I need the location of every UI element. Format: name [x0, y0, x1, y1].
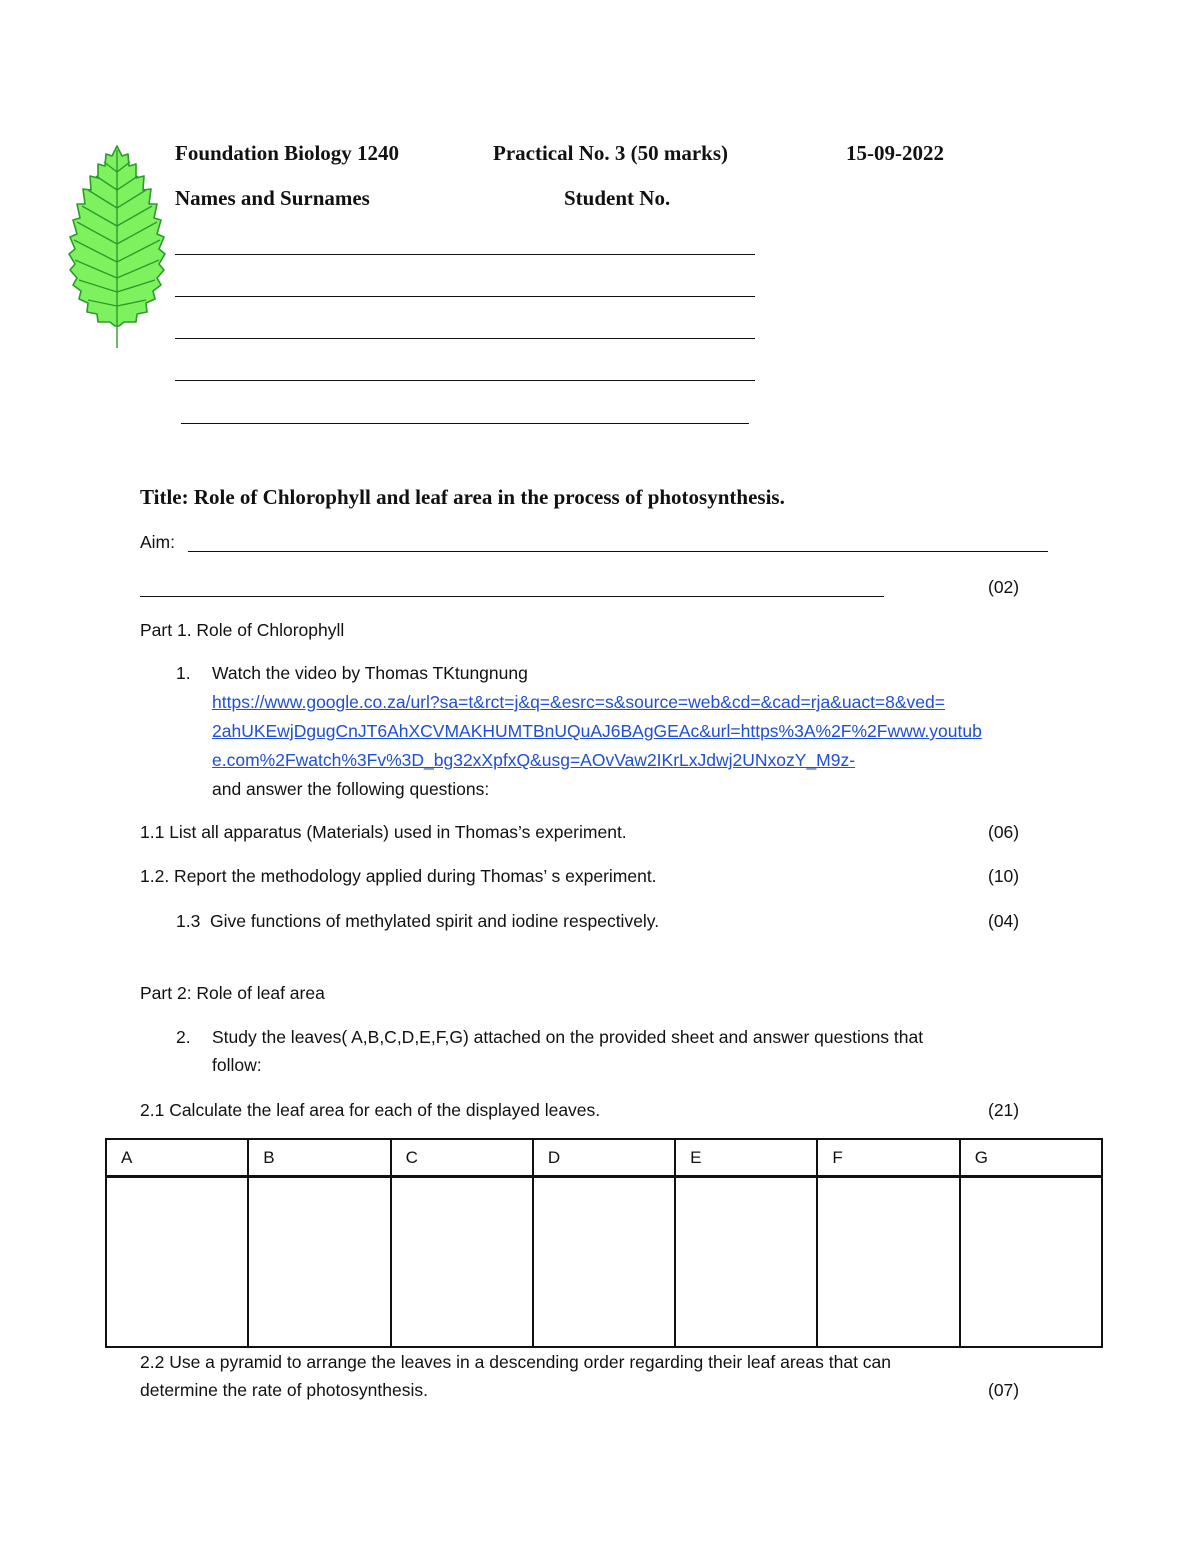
video-link-line-2[interactable]: 2ahUKEwjDgugCnJT6AhXCVMAKHUMTBnUQuAJ6BAgGEAc&url=https%3A%2F%2Fwww.youtub	[212, 721, 982, 741]
name-line-4[interactable]	[175, 380, 755, 381]
question-1-3: 1.3 Give functions of methylated spirit and iodine respectively.	[176, 911, 660, 931]
table-header-cell: A	[106, 1139, 248, 1177]
question-1-1: 1.1 List all apparatus (Materials) used in Thomas’s experiment.	[140, 822, 627, 842]
name-line-1[interactable]	[175, 254, 755, 255]
part1-item-text: Watch the video by Thomas TKtungnung	[212, 663, 528, 683]
name-line-2[interactable]	[175, 296, 755, 297]
table-header-cell: D	[533, 1139, 675, 1177]
answer-cell-g[interactable]	[960, 1177, 1102, 1348]
course-title: Foundation Biology 1240	[175, 141, 400, 165]
table-header-cell: G	[960, 1139, 1102, 1177]
question-2-2-line2: determine the rate of photosynthesis.	[140, 1380, 428, 1400]
part2-heading: Part 2: Role of leaf area	[140, 983, 325, 1003]
practical-title: Practical No. 3 (50 marks)	[493, 141, 729, 165]
aim-marks: (02)	[988, 577, 1020, 597]
part1-item-number: 1.	[176, 663, 191, 683]
table-header-cell: F	[817, 1139, 959, 1177]
table-answer-row	[106, 1177, 1102, 1348]
name-line-3[interactable]	[175, 338, 755, 339]
table-header-cell: B	[248, 1139, 390, 1177]
practical-date: 15-09-2022	[846, 141, 944, 165]
question-2-1-marks: (21)	[988, 1100, 1020, 1120]
question-1-2-marks: (10)	[988, 866, 1020, 886]
answer-cell-e[interactable]	[675, 1177, 817, 1348]
part1-heading: Part 1. Role of Chlorophyll	[140, 620, 345, 640]
question-1-2: 1.2. Report the methodology applied during Thomas’ s experiment.	[140, 866, 657, 886]
student-no-label: Student No.	[564, 186, 671, 210]
answer-cell-a[interactable]	[106, 1177, 248, 1348]
video-link-line-3[interactable]: e.com%2Fwatch%3Fv%3D_bg32xXpfxQ&usg=AOvVaw2IKrLxJdwj2UNxozY_M9z-	[212, 750, 856, 770]
answer-cell-c[interactable]	[391, 1177, 533, 1348]
document-title	[140, 485, 785, 510]
names-label: Names and Surnames	[175, 186, 370, 210]
answer-cell-f[interactable]	[817, 1177, 959, 1348]
question-1-1-marks: (06)	[988, 822, 1020, 842]
table-header-cell: E	[675, 1139, 817, 1177]
leaf-area-table	[105, 1138, 1103, 1348]
question-2-2-line1: 2.2 Use a pyramid to arrange the leaves in a descending order regarding their leaf areas that can	[140, 1352, 892, 1372]
part2-item-text-line2: follow:	[212, 1055, 262, 1075]
question-2-1: 2.1 Calculate the leaf area for each of the displayed leaves.	[140, 1100, 601, 1120]
table-header-row	[106, 1139, 1102, 1177]
video-link-line-1[interactable]: https://www.google.co.za/url?sa=t&rct=j&q=&esrc=s&source=web&cd=&cad=rja&uact=8&ved=	[212, 692, 945, 712]
question-1-3-marks: (04)	[988, 911, 1020, 931]
question-2-2-marks: (07)	[988, 1380, 1020, 1400]
leaf-icon	[62, 142, 172, 352]
aim-label: Aim:	[140, 532, 175, 552]
part2-item-text-line1: Study the leaves( A,B,C,D,E,F,G) attached on the provided sheet and answer questions that	[212, 1027, 924, 1047]
part1-follow-text: and answer the following questions:	[212, 779, 490, 799]
answer-cell-b[interactable]	[248, 1177, 390, 1348]
aim-line-1[interactable]	[188, 551, 1048, 552]
name-line-5[interactable]	[181, 423, 749, 424]
aim-line-2[interactable]	[140, 596, 884, 597]
title-text: Role of Chlorophyll and leaf area in the process of photosynthesis.	[193, 485, 785, 509]
answer-cell-d[interactable]	[533, 1177, 675, 1348]
part2-item-number: 2.	[176, 1027, 191, 1047]
title-label: Title:	[140, 485, 189, 509]
table-header-cell: C	[391, 1139, 533, 1177]
